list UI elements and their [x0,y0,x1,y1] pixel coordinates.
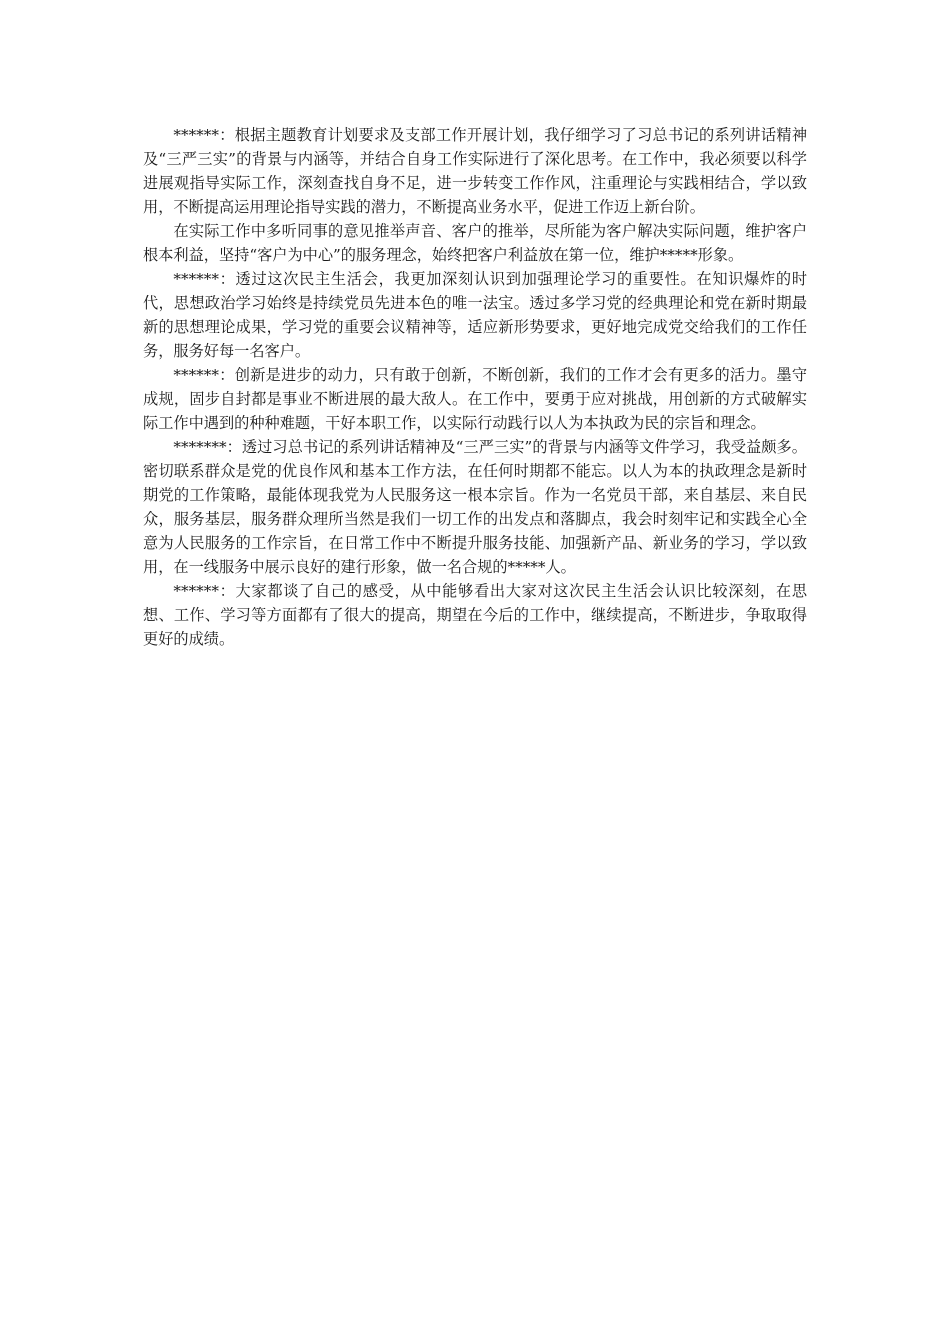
paragraph-6: ******：大家都谈了自己的感受，从中能够看出大家对这次民主生活会认识比较深刻，在思想、工作、学习等方面都有了很大的提高，期望在今后的工作中，继续提高，不断进步，争取取得更好的成绩。 [143,582,807,648]
paragraph-4: ******：创新是进步的动力，只有敢于创新，不断创新，我们的工作才会有更多的活力。墨守成规，固步自封都是事业不断进展的最大敌人。在工作中，要勇于应对挑战，用创新的方式破解实际工作中遇到的种种难题，干好本职工作，以实际行动践行以人为本执政为民的宗旨和理念。 [143,366,807,432]
paragraph-2: 在实际工作中多听同事的意见推举声音、客户的推举，尽所能为客户解决实际问题，维护客户根本利益，坚持“客户为中心”的服务理念，始终把客户利益放在第一位，维护*****形象。 [143,222,807,264]
paragraph-5: *******：透过习总书记的系列讲话精神及“三严三实”的背景与内涵等文件学习，我受益颇多。密切联系群众是党的优良作风和基本工作方法，在任何时期都不能忘。以人为本的执政理念是新时期党的工作策略，最能体现我党为人民服务这一根本宗旨。作为一名党员干部，来自基层、来自民众，服务基层，服务群众理所当然是我们一切工作的出发点和落脚点，我会时刻牢记和实践全心全意为人民服务的工作宗旨，在日常工作中不断提升服务技能、加强新产品、新业务的学习，学以致用，在一线服务中展示良好的建行形象，做一名合规的*****人。 [143,438,807,576]
paragraph-1: ******：根据主题教育计划要求及支部工作开展计划，我仔细学习了习总书记的系列讲话精神及“三严三实”的背景与内涵等，并结合自身工作实际进行了深化思考。在工作中，我必须要以科学进展观指导实际工作，深刻查找自身不足，进一步转变工作作风，注重理论与实践相结合，学以致用，不断提高运用理论指导实践的潜力，不断提高业务水平，促进工作迈上新台阶。 [143,126,807,216]
document-body [143,123,807,651]
paragraph-3: ******：透过这次民主生活会，我更加深刻认识到加强理论学习的重要性。在知识爆炸的时代，思想政治学习始终是持续党员先进本色的唯一法宝。透过多学习党的经典理论和党在新时期最新的思想理论成果，学习党的重要会议精神等，适应新形势要求，更好地完成党交给我们的工作任务，服务好每一名客户。 [143,270,807,360]
